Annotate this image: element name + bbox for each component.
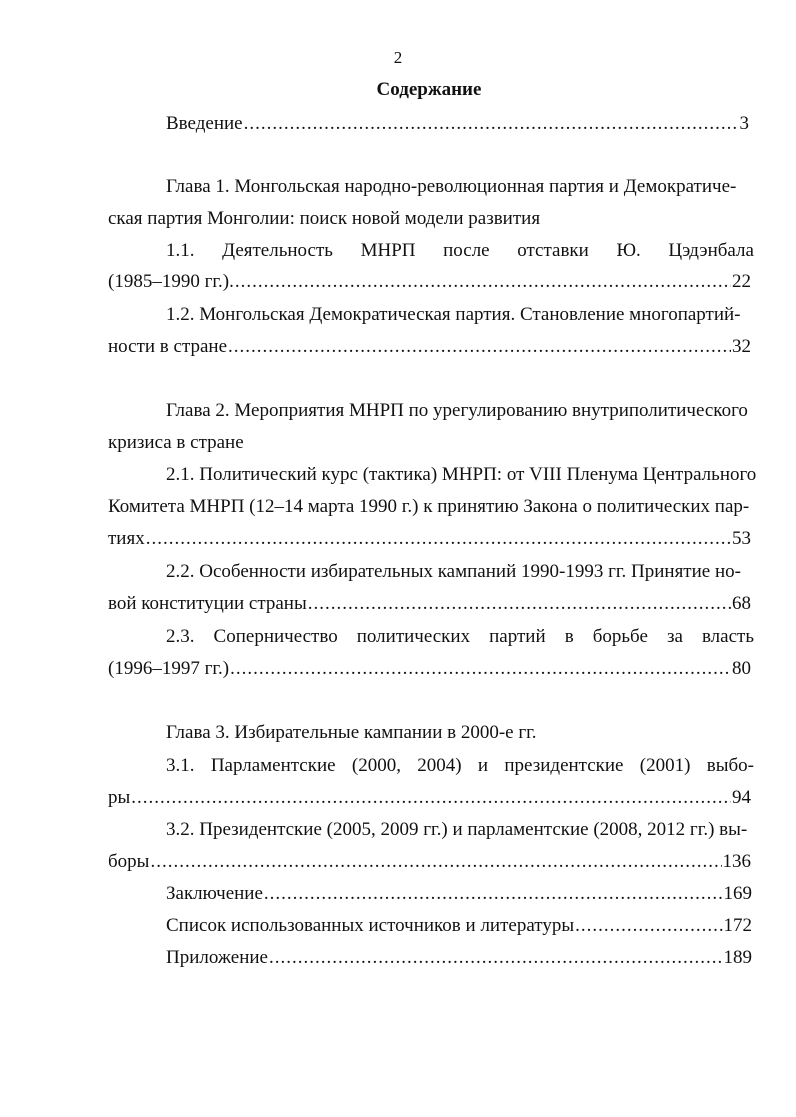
toc-entry-text: тиях: [108, 528, 145, 549]
toc-entry-text: вой конституции страны: [108, 593, 307, 614]
toc-chapter-1-line1[interactable]: Глава 1. Монгольская народно-революционная партия и Демократиче-: [166, 176, 737, 197]
toc-section-2-1-line2[interactable]: Комитета МНРП (12–14 марта 1990 г.) к принятию Закона о политических пар-: [108, 496, 750, 517]
toc-entry-conclusion[interactable]: [166, 882, 752, 906]
toc-entry-text: (1985–1990 гг.).: [108, 271, 234, 292]
toc-word: Цэдэнбала: [668, 240, 754, 261]
toc-entry-text: ры: [108, 787, 131, 808]
toc-entry-text: (1996–1997 гг.): [108, 658, 230, 679]
toc-word: партий: [489, 626, 546, 647]
toc-entry-page: 169: [723, 883, 752, 904]
toc-chapter-2-line1[interactable]: Глава 2. Мероприятия МНРП по урегулированию внутриполитического: [166, 400, 748, 421]
toc-entry-page: 68: [732, 593, 751, 614]
leader-dots: [269, 946, 723, 970]
toc-word: МНРП: [360, 240, 416, 261]
toc-word: 3.1.: [166, 755, 195, 776]
toc-section-3-2-line1[interactable]: 3.2. Президентские (2005, 2009 гг.) и парламентские (2008, 2012 гг.) вы-: [166, 819, 748, 840]
toc-word: Парламентские: [210, 755, 336, 776]
toc-section-3-2-line2[interactable]: [108, 850, 751, 874]
toc-section-1-2-line1[interactable]: 1.2. Монгольская Демократическая партия. Становление многопартий-: [166, 304, 741, 325]
toc-entry-text: боры: [108, 851, 150, 872]
toc-entry-text: ности в стране: [108, 336, 228, 357]
toc-chapter-3-line1[interactable]: Глава 3. Избирательные кампании в 2000-е гг.: [166, 722, 537, 743]
toc-entry-page: 189: [723, 947, 752, 968]
leader-dots: [146, 527, 731, 551]
leader-dots: [264, 882, 723, 906]
toc-word: выбо-: [706, 755, 754, 776]
toc-section-1-1-line1[interactable]: [166, 239, 754, 263]
toc-chapter-1-line2[interactable]: ская партия Монголии: поиск новой модели развития: [108, 208, 541, 229]
toc-entry-page: 53: [732, 528, 751, 549]
leader-dots: [230, 657, 731, 681]
leader-dots: [575, 914, 722, 938]
toc-entry-page: 172: [723, 915, 752, 936]
toc-section-2-3-line2[interactable]: [108, 657, 751, 681]
toc-word: Деятельность: [222, 240, 333, 261]
toc-section-1-1-line2[interactable]: [108, 270, 751, 294]
toc-section-2-2-line2[interactable]: [108, 592, 751, 616]
toc-word: 2004): [417, 755, 462, 776]
toc-entry-text: Заключение: [166, 883, 263, 904]
leader-dots: [244, 112, 739, 136]
toc-word: в: [564, 626, 574, 647]
toc-word: борьбе: [592, 626, 648, 647]
toc-section-3-1-line2[interactable]: [108, 786, 751, 810]
toc-word: власть: [701, 626, 754, 647]
toc-word: политических: [356, 626, 471, 647]
leader-dots: [235, 270, 731, 294]
toc-word: и: [477, 755, 489, 776]
toc-entry-page: 3: [739, 113, 749, 134]
toc-chapter-2-line2[interactable]: кризиса в стране: [108, 432, 244, 453]
toc-entry-intro[interactable]: [166, 112, 749, 136]
toc-word: 2.3.: [166, 626, 195, 647]
page-title: Содержание: [376, 79, 482, 100]
toc-entry-page: 22: [732, 271, 751, 292]
toc-entry-page: 32: [732, 336, 751, 357]
leader-dots: [131, 786, 731, 810]
toc-entry-text: Приложение: [166, 947, 268, 968]
toc-entry-page: 80: [732, 658, 751, 679]
toc-word: после: [443, 240, 490, 261]
toc-word: (2000,: [351, 755, 401, 776]
toc-entry-appendix[interactable]: [166, 946, 752, 970]
toc-word: (2001): [639, 755, 691, 776]
toc-section-3-1-line1[interactable]: [166, 754, 754, 778]
toc-word: за: [666, 626, 683, 647]
toc-word: отставки: [517, 240, 589, 261]
toc-entry-page: 136: [722, 851, 751, 872]
toc-entry-text: Список использованных источников и литературы: [166, 915, 575, 936]
toc-section-2-1-line3[interactable]: [108, 527, 751, 551]
toc-entry-page: 94: [732, 787, 751, 808]
leader-dots: [150, 850, 721, 874]
leader-dots: [308, 592, 731, 616]
toc-entry-sources[interactable]: [166, 914, 752, 938]
page-number: 2: [393, 48, 403, 67]
leader-dots: [228, 335, 731, 359]
toc-entry-text: Введение: [166, 113, 243, 134]
toc-section-2-1-line1[interactable]: 2.1. Политический курс (тактика) МНРП: от VIII Пленума Центрального: [166, 464, 757, 485]
toc-word: Ю.: [616, 240, 641, 261]
toc-word: президентские: [504, 755, 624, 776]
toc-word: 1.1.: [166, 240, 195, 261]
toc-section-2-3-line1[interactable]: [166, 625, 754, 649]
toc-section-1-2-line2[interactable]: [108, 335, 751, 359]
toc-word: Соперничество: [213, 626, 338, 647]
toc-section-2-2-line1[interactable]: 2.2. Особенности избирательных кампаний 1990-1993 гг. Принятие но-: [166, 561, 741, 582]
